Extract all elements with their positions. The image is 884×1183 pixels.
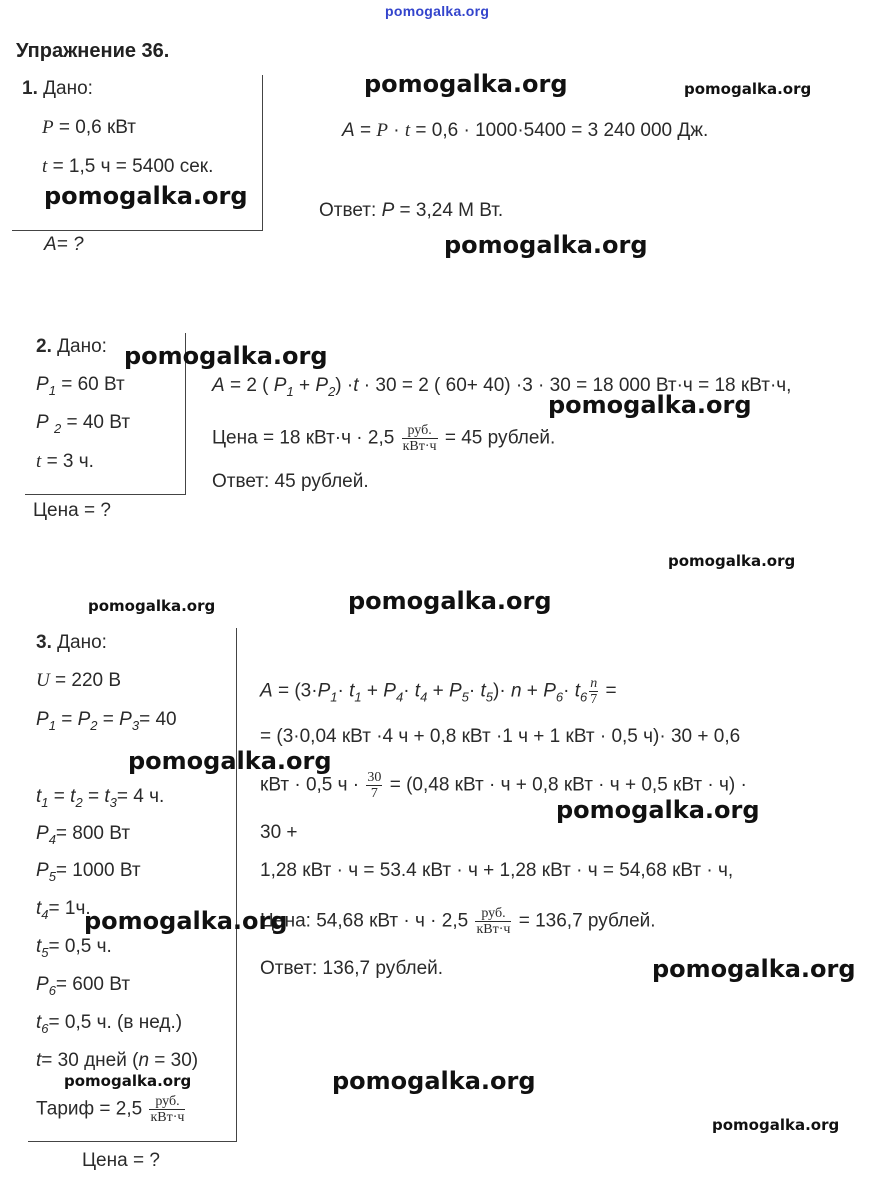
watermark: pomogalka.org	[668, 552, 796, 570]
ex1-given-label: Дано:	[43, 78, 93, 99]
ex3-formula-line4: 30 +	[260, 822, 298, 843]
ex3-given-tariff	[36, 1094, 187, 1125]
ex1-divider-vertical	[262, 75, 263, 231]
ex3-formula-line2: = (3·0,04 кВт ·4 ч + 0,8 кВт ·1 ч + 1 кВт · 0,5 ч)· 30 + 0,6	[260, 726, 741, 747]
ex2-price-fraction: $\frac{\text{руб.}}{\text{кВт·ч}}$	[402, 423, 437, 454]
ex2-price-post: = 45 рублей.	[444, 427, 556, 449]
ex3-given-t123: $t_1 = t_2 = t_3= 4$ ч.	[36, 786, 165, 810]
ex2-price-pre: Цена = 18 кВт·ч · 2,5	[212, 427, 395, 449]
ex3-line3-pre: кВт · 0,5 ч ·	[260, 774, 360, 796]
ex1-answer: Ответ: P = 3,24 М Вт.	[319, 200, 504, 221]
ex3-fraction-n7: $\frac{n}{7}$	[590, 676, 598, 707]
ex3-p4-value: = 800 Вт	[55, 823, 131, 844]
ex3-unknown: Цена = ?	[82, 1150, 160, 1171]
ex3-given-voltage: U = 220 В	[36, 670, 122, 691]
ex1-given-power: P = 0,6 кВт	[42, 117, 137, 138]
ex3-given-t5: $t_5= 0,5$ ч.	[36, 936, 112, 960]
ex2-answer: Ответ: 45 рублей.	[212, 471, 369, 492]
ex3-price-fraction: $\frac{\text{руб.}}{\text{кВт·ч}}$	[476, 906, 511, 937]
ex3-t123-value: = 4 ч.	[116, 786, 165, 807]
ex3-price-pre: Цена: 54,68 кВт · ч · 2,5	[260, 910, 469, 932]
ex1-answer-value: = 3,24 М Вт.	[399, 200, 504, 221]
ex3-formula-line5: 1,28 кВт · ч = 53.4 кВт · ч + 1,28 кВт · ч = 54,68 кВт · ч,	[260, 860, 734, 881]
ex2-unknown: Цена = ?	[33, 500, 111, 521]
watermark: pomogalka.org	[332, 1067, 536, 1095]
watermark: pomogalka.org	[444, 231, 648, 259]
ex1-formula-value: = 0,6 · 1000·5400 = 3 240 000 Дж.	[415, 120, 709, 141]
ex3-t6-value: = 0,5 ч. (в нед.)	[48, 1012, 183, 1033]
ex1-header	[22, 78, 93, 100]
watermark: pomogalka.org	[556, 796, 760, 824]
ex3-price-line	[260, 906, 656, 937]
ex3-divider-vertical	[236, 628, 237, 1142]
ex2-number: 2.	[36, 336, 52, 357]
ex2-p2-value: = 40 Вт	[66, 412, 131, 433]
ex1-power-value: = 0,6 кВт	[58, 117, 137, 138]
ex2-time-value: = 3 ч.	[46, 451, 94, 472]
watermark: pomogalka.org	[84, 907, 288, 935]
ex3-line3-post: = (0,48 кВт · ч + 0,8 кВт · ч + 0,5 кВт · ч) ·	[389, 774, 747, 796]
watermark: pomogalka.org	[548, 391, 752, 419]
ex2-given-time: t = 3 ч.	[36, 451, 94, 472]
watermark: pomogalka.org	[44, 182, 248, 210]
ex3-p6-value: = 600 Вт	[55, 974, 131, 995]
ex3-given-p6: $P_6= 600$ Вт	[36, 974, 131, 998]
ex3-voltage-value: = 220 В	[55, 670, 122, 691]
ex1-formula: A = P · t = 0,6 · 1000·5400 = 3 240 000 Дж.	[342, 120, 709, 141]
ex2-p1-value: = 60 Вт	[61, 374, 125, 395]
ex1-unknown: A= ?	[44, 234, 84, 255]
ex3-fraction-30-7: $\frac{30}{7}$	[367, 770, 382, 801]
watermark: pomogalka.org	[88, 597, 216, 615]
ex2-price-line	[212, 423, 555, 454]
ex2-given-p2: P $_2$ = 40 Вт	[36, 412, 131, 436]
ex2-divider-horizontal	[25, 494, 186, 495]
watermark: pomogalka.org	[128, 747, 332, 775]
ex3-given-p4: $P_4= 800$ Вт	[36, 823, 131, 847]
ex3-p5-value: = 1000 Вт	[55, 860, 141, 881]
ex1-time-value: = 1,5 ч = 5400 сек.	[52, 156, 214, 177]
ex1-answer-label: Ответ:	[319, 200, 377, 221]
ex2-formula-line1: A = 2 ( $P_1 + P_2) \cdot t \cdot 30 = 2$ ( 60+ 40) ·3 · 30 = 18 000 Вт·ч = 18 кВт·ч,	[212, 375, 792, 399]
watermark: pomogalka.org	[684, 80, 812, 98]
watermark: pomogalka.org	[348, 587, 552, 615]
ex3-t4-value: = 1ч.	[48, 898, 91, 919]
watermark: pomogalka.org	[652, 955, 856, 983]
ex2-given-p1: $P_1 = 60$ Вт	[36, 374, 125, 398]
watermark: pomogalka.org	[364, 70, 568, 98]
page-title: Упражнение 36.	[16, 40, 170, 62]
ex2-given-label: Дано:	[57, 336, 107, 357]
ex3-header	[36, 632, 107, 654]
ex1-divider-horizontal	[12, 230, 263, 231]
watermark: pomogalka.org	[64, 1072, 192, 1090]
ex3-given-p123: $P_1 = P_2 = P_3= 40$	[36, 709, 177, 733]
ex3-tariff-fraction: $\frac{\text{руб.}}{\text{кВт·ч}}$	[150, 1094, 185, 1125]
ex3-days-value: = 30 дней (	[41, 1050, 139, 1071]
ex3-given-t6: $t_6= 0,5$ ч. (в нед.)	[36, 1012, 183, 1036]
watermark: pomogalka.org	[124, 342, 328, 370]
ex3-given-t4: $t_4= 1ч$.	[36, 898, 91, 922]
ex3-answer: Ответ: 136,7 рублей.	[260, 958, 444, 979]
ex2-header	[36, 336, 107, 358]
ex3-n-value: = 30)	[154, 1050, 199, 1071]
ex3-p123-value: = 40	[139, 709, 177, 730]
ex3-number: 3.	[36, 632, 52, 653]
ex3-given-days: t= 30 дней (n = 30)	[36, 1050, 199, 1071]
ex3-given-p5: $P_5= 1000$ Вт	[36, 860, 141, 884]
ex3-t5-value: = 0,5 ч.	[48, 936, 112, 957]
ex1-given-time: t = 1,5 ч = 5400 сек.	[42, 156, 214, 177]
ex3-given-label: Дано:	[57, 632, 107, 653]
ex3-divider-horizontal	[28, 1141, 237, 1142]
ex1-number: 1.	[22, 78, 38, 99]
watermark-top: pomogalka.org	[385, 3, 490, 19]
watermark: pomogalka.org	[712, 1116, 840, 1134]
ex3-formula-line1: $A = (3\cdot P_1\cdot t_1 + P_4\cdot t_4 + P_5\cdot t_5)\cdot n + P_6\cdot t_6$ $\frac{n}{7}$ =	[260, 676, 617, 707]
ex3-tariff-pre: Тариф = 2,5	[36, 1098, 143, 1120]
ex3-price-post: = 136,7 рублей.	[518, 910, 656, 932]
